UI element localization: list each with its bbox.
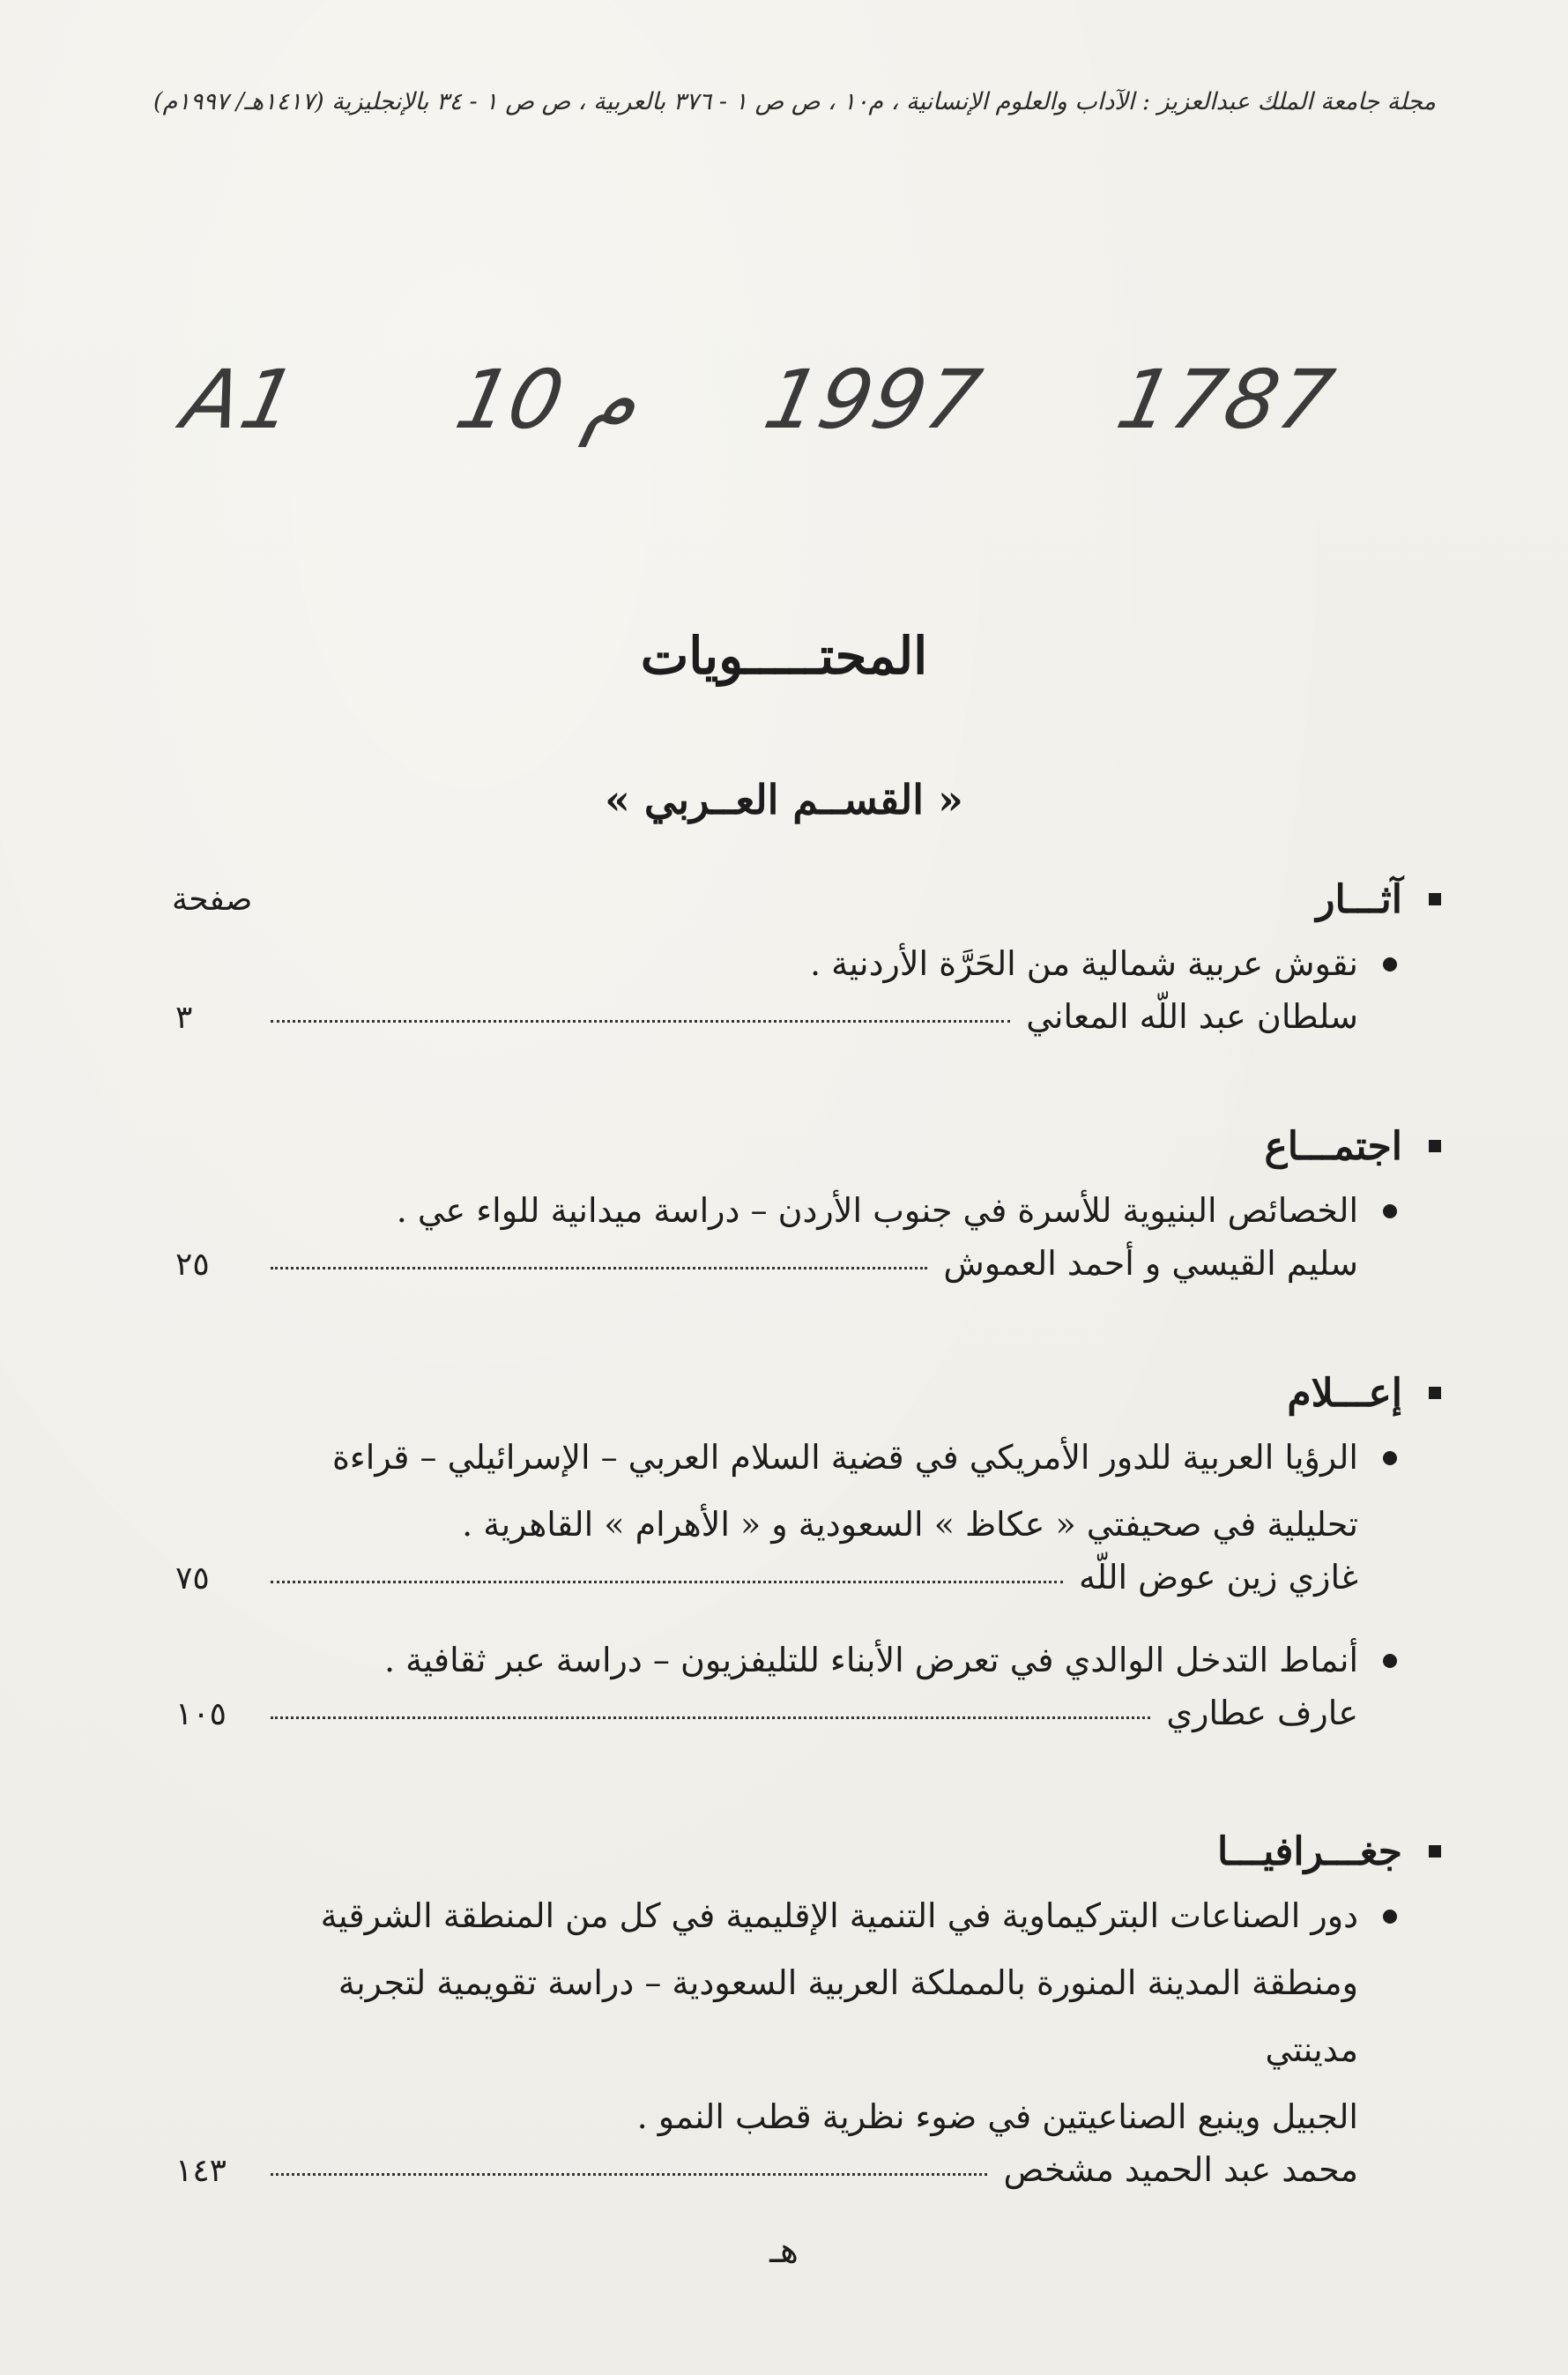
entry-title [301, 1882, 1401, 2150]
handwritten-number: 1787 [1109, 353, 1343, 447]
entry-author: غازي زين عوض اللّه [1079, 1558, 1358, 1597]
entry-page-number: ٧٥ [175, 1560, 210, 1597]
page-footer-letter: هـ [769, 2230, 799, 2271]
page-column-label: صفحة [172, 882, 253, 918]
section-heading [175, 1115, 1445, 1177]
section-heading [175, 1820, 1445, 1882]
handwritten-year: 1997 [756, 353, 991, 447]
author-line [175, 1558, 1401, 1627]
journal-citation-header: مجلة جامعة الملك عبدالعزيز : الآداب والعلوم الإنسانية ، م١٠ ، ص ص ١ - ٣٧٦ بالعربية ، ص ص ١ - ٣٤ بالإنجليزية (١٤١٧هـ/ ١٩٩٧م) [153, 88, 1436, 115]
square-bullet-icon [1429, 893, 1441, 905]
dot-leader [271, 1267, 927, 1269]
author-line [175, 2150, 1401, 2219]
section-heading [175, 868, 1445, 930]
entry-title [301, 1627, 1401, 1694]
bullet-icon [1383, 1654, 1397, 1668]
toc-entry[interactable] [175, 930, 1401, 1066]
toc-entry[interactable] [175, 1177, 1401, 1313]
entry-title [301, 1177, 1401, 1244]
section-heading-label: آثـــار [1316, 876, 1402, 922]
dot-leader [271, 1581, 1063, 1583]
section-media [175, 1362, 1445, 1762]
entry-title-line: الرؤيا العربية للدور الأمريكي في قضية السلام العربي – الإسرائيلي – قراءة [332, 1438, 1358, 1477]
entry-title-line: دور الصناعات البتركيماوية في التنمية الإقليمية في كل من المنطقة الشرقية [320, 1896, 1358, 1935]
entry-author: سلطان عبد اللّه المعاني [1026, 997, 1358, 1036]
entry-author: محمد عبد الحميد مشخص [1003, 2150, 1358, 2189]
handwritten-code: A1 [175, 353, 306, 447]
section-heading-label: إعـــلام [1287, 1370, 1402, 1416]
square-bullet-icon [1429, 1140, 1441, 1152]
author-line [175, 1244, 1401, 1313]
contents-title: المحتـــــويات [640, 626, 928, 686]
entry-title [301, 1424, 1401, 1558]
dot-leader [271, 1716, 1150, 1719]
entry-title [301, 930, 1401, 997]
square-bullet-icon [1429, 1387, 1441, 1399]
toc-entry[interactable] [175, 1627, 1401, 1762]
entry-page-number: ٢٥ [175, 1247, 210, 1283]
section-geography [175, 1820, 1445, 2219]
section-sociology [175, 1115, 1445, 1313]
handwritten-volume: 10 م [448, 353, 648, 447]
toc-entry[interactable] [175, 1424, 1401, 1627]
author-line [175, 997, 1401, 1066]
bullet-icon [1383, 1910, 1397, 1924]
arabic-section-subtitle: « القســم العــربي » [605, 776, 963, 823]
entry-author: سليم القيسي و أحمد العموش [943, 1244, 1358, 1283]
dot-leader [271, 2173, 987, 2176]
entry-title-line: نقوش عربية شمالية من الحَرَّة الأردنية . [810, 944, 1358, 983]
entry-title-line: ومنطقة المدينة المنورة بالمملكة العربية السعودية – دراسة تقويمية لتجربة مدينتي [338, 1963, 1358, 2069]
square-bullet-icon [1429, 1845, 1441, 1858]
entry-page-number: ١٤٣ [175, 2153, 227, 2189]
dot-leader [271, 1020, 1010, 1023]
entry-page-number: ٣ [175, 1000, 193, 1036]
entry-title-line: أنماط التدخل الوالدي في تعرض الأبناء للتليفزيون – دراسة عبر ثقافية . [383, 1641, 1358, 1679]
entry-title-line: الجبيل وينبع الصناعيتين في ضوء نظرية قطب النمو . [636, 2097, 1358, 2136]
bullet-icon [1383, 1204, 1397, 1218]
entry-title-line: تحليلية في صحيفتي « عكاظ » السعودية و « الأهرام » القاهرية . [462, 1505, 1358, 1544]
toc-entry[interactable] [175, 1882, 1401, 2219]
bullet-icon [1383, 957, 1397, 972]
section-heading [175, 1362, 1445, 1424]
entry-page-number: ١٠٥ [175, 1696, 227, 1732]
section-archaeology [175, 868, 1445, 1066]
entry-title-line: الخصائص البنيوية للأسرة في جنوب الأردن – دراسة ميدانية للواء عي . [396, 1191, 1358, 1230]
bullet-icon [1383, 1451, 1397, 1465]
section-heading-label: اجتمـــاع [1264, 1123, 1402, 1169]
author-line [175, 1694, 1401, 1762]
handwritten-annotation [167, 353, 1366, 458]
entry-author: عارف عطاري [1166, 1694, 1358, 1732]
section-heading-label: جغـــرافيـــا [1217, 1828, 1402, 1874]
